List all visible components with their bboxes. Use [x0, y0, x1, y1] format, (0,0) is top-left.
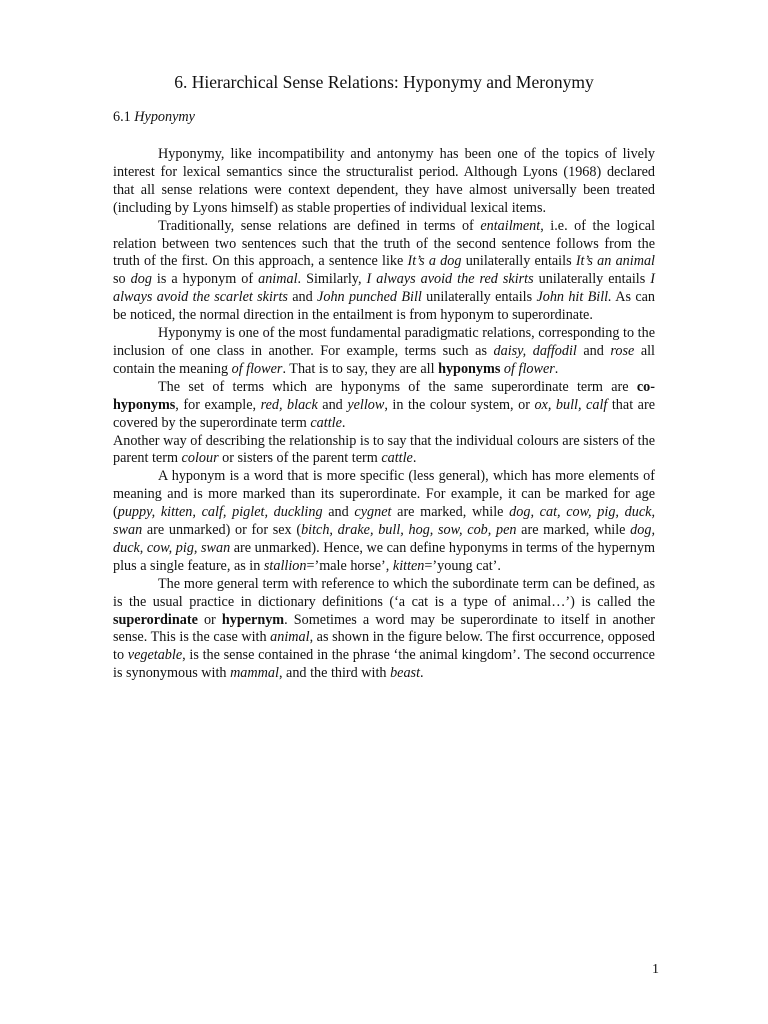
text-run: and	[317, 396, 348, 413]
text-run: Traditionally, sense relations are defined in terms of	[158, 217, 481, 234]
paragraph	[113, 146, 655, 218]
paragraph	[113, 576, 655, 683]
italic-term: mammal	[230, 665, 279, 682]
italic-term: animal	[270, 629, 310, 646]
paragraph	[113, 218, 655, 325]
italic-term: It’s a dog	[407, 253, 462, 270]
italic-term: vegetable	[127, 647, 183, 664]
italic-term: animal	[258, 271, 298, 288]
italic-term: cygnet	[354, 504, 392, 521]
italic-term: colour	[181, 450, 219, 467]
bold-term: co-hyponyms	[113, 378, 655, 413]
text-run: Hyponymy is one of the most fundamental paradigmatic relations, corresponding to the inclusion of one class in another. For example, terms such as	[113, 325, 655, 359]
text-run: so	[113, 271, 131, 288]
text-run: , in the colour system, or	[384, 396, 535, 413]
bold-term: hyponyms	[438, 360, 501, 377]
text-run: .	[554, 360, 559, 377]
bold-term: superordinate	[113, 611, 198, 628]
paragraph	[113, 468, 655, 575]
italic-term: bitch, drake, bull, hog, sow, cob, pen	[301, 522, 517, 539]
text-run: , as shown in the figure below. The first occurrence, opposed to	[113, 629, 655, 664]
italic-term: yellow	[347, 396, 385, 413]
text-run: unilaterally entails	[533, 271, 651, 288]
text-run: . Similarly,	[297, 271, 367, 288]
text-run: As can be noticed, the normal direction in the entailment is from hyponym to superordinate.	[113, 289, 656, 324]
text-run: The more general term with reference to which the subordinate term can be defined, as is the usual practice in dictionary definitions (‘a cat is a type of animal…’) is called the	[113, 575, 655, 610]
text-run: are unmarked) or for sex (	[142, 522, 302, 539]
italic-term: dog, cat, cow, pig, duck, swan	[113, 504, 655, 539]
text-run: , is the sense contained in the phrase ‘the animal kingdom’. The second occurrence is synonymous with	[113, 647, 655, 682]
text-run: =’male horse’,	[306, 557, 393, 574]
paragraph	[113, 325, 655, 379]
page-number: 1	[652, 962, 659, 977]
text-run: A hyponym is a word that is more specific (less general), which has more elements of meaning and is more marked than its superordinate. For example, it can be marked for age (	[113, 468, 655, 521]
text-run: are unmarked). Hence, we can define hyponyms in terms of the hypernym plus a single feature, as in	[113, 539, 655, 574]
italic-term: rose	[610, 342, 635, 359]
text-run: Another way of describing the relationship is to say that the individual colours are sisters of the parent term	[113, 432, 655, 467]
text-run: all contain the meaning	[113, 342, 656, 377]
text-run: .	[420, 665, 424, 682]
italic-term: kitten	[392, 557, 425, 574]
section-title: Hyponymy	[134, 109, 195, 125]
section-heading	[113, 108, 195, 126]
italic-term: daisy, daffodil	[493, 342, 577, 359]
text-run: and	[576, 342, 611, 359]
italic-term: puppy, kitten, calf, piglet, duckling	[117, 504, 323, 521]
text-run: , i.e. of the logical relation between two sentences such that the truth of the second sentence follows from the truth of the first. On this approach, a sentence like	[113, 217, 656, 270]
italic-term: John punched Bill	[317, 289, 422, 306]
italic-term: stallion	[263, 557, 307, 574]
italic-term: ox, bull, calf	[534, 396, 608, 413]
text-run: are marked, while	[391, 504, 510, 521]
paragraph	[113, 379, 655, 433]
italic-term: beast	[390, 665, 421, 682]
section-number: 6.1	[113, 109, 131, 125]
italic-term: John hit Bill.	[536, 289, 612, 306]
italic-term: cattle	[381, 450, 413, 467]
italic-term: entailment	[480, 217, 541, 234]
italic-term: It’s an animal	[575, 253, 655, 270]
text-run: or sisters of the parent term	[218, 450, 382, 467]
italic-term: red, black	[260, 396, 318, 413]
italic-term: dog	[130, 271, 152, 288]
italic-term: I always avoid the scarlet skirts	[113, 271, 655, 306]
text-run: that are covered by the superordinate term	[113, 396, 655, 431]
text-run: The set of terms which are hyponyms of the same superordinate term are	[158, 378, 637, 395]
italic-term: dog, duck, cow, pig, swan	[113, 522, 655, 556]
italic-term: cattle	[310, 414, 342, 431]
text-run: . Sometimes a word may be superordinate to itself in another sense. This is the case with	[113, 611, 655, 646]
text-run: or	[197, 611, 222, 628]
bold-term: hypernym	[221, 611, 285, 628]
italic-term: I always avoid the red skirts	[366, 271, 534, 288]
text-run: unilaterally entails	[461, 253, 576, 270]
text-run: .	[341, 414, 346, 431]
text-run: .	[412, 450, 417, 467]
text-run: and	[322, 504, 355, 521]
text-run: . That is to say, they are all	[282, 360, 439, 377]
text-run: , for example,	[175, 396, 261, 413]
body-text	[113, 146, 655, 683]
paragraph	[113, 433, 655, 469]
text-run: unilaterally entails	[421, 289, 537, 306]
italic-term: of flower	[503, 360, 555, 377]
text-run: =’young cat’.	[424, 557, 501, 574]
text-run: Hyponymy, like incompatibility and antonymy has been one of the topics of lively interest for lexical semantics since the structuralist period. Although Lyons (1968) declared that all sense relations were context dependent, they have almost universally been treated (including by Lyons himself) as stable properties of individual lexical items.	[113, 146, 655, 216]
text-run: are marked, while	[516, 522, 631, 539]
text-run: is a hyponym of	[151, 271, 259, 288]
text-run: , and the third with	[278, 665, 391, 682]
italic-term: of flower	[231, 360, 283, 377]
text-run: and	[287, 289, 318, 306]
page-title: 6. Hierarchical Sense Relations: Hyponymy and Meronymy	[174, 72, 594, 92]
